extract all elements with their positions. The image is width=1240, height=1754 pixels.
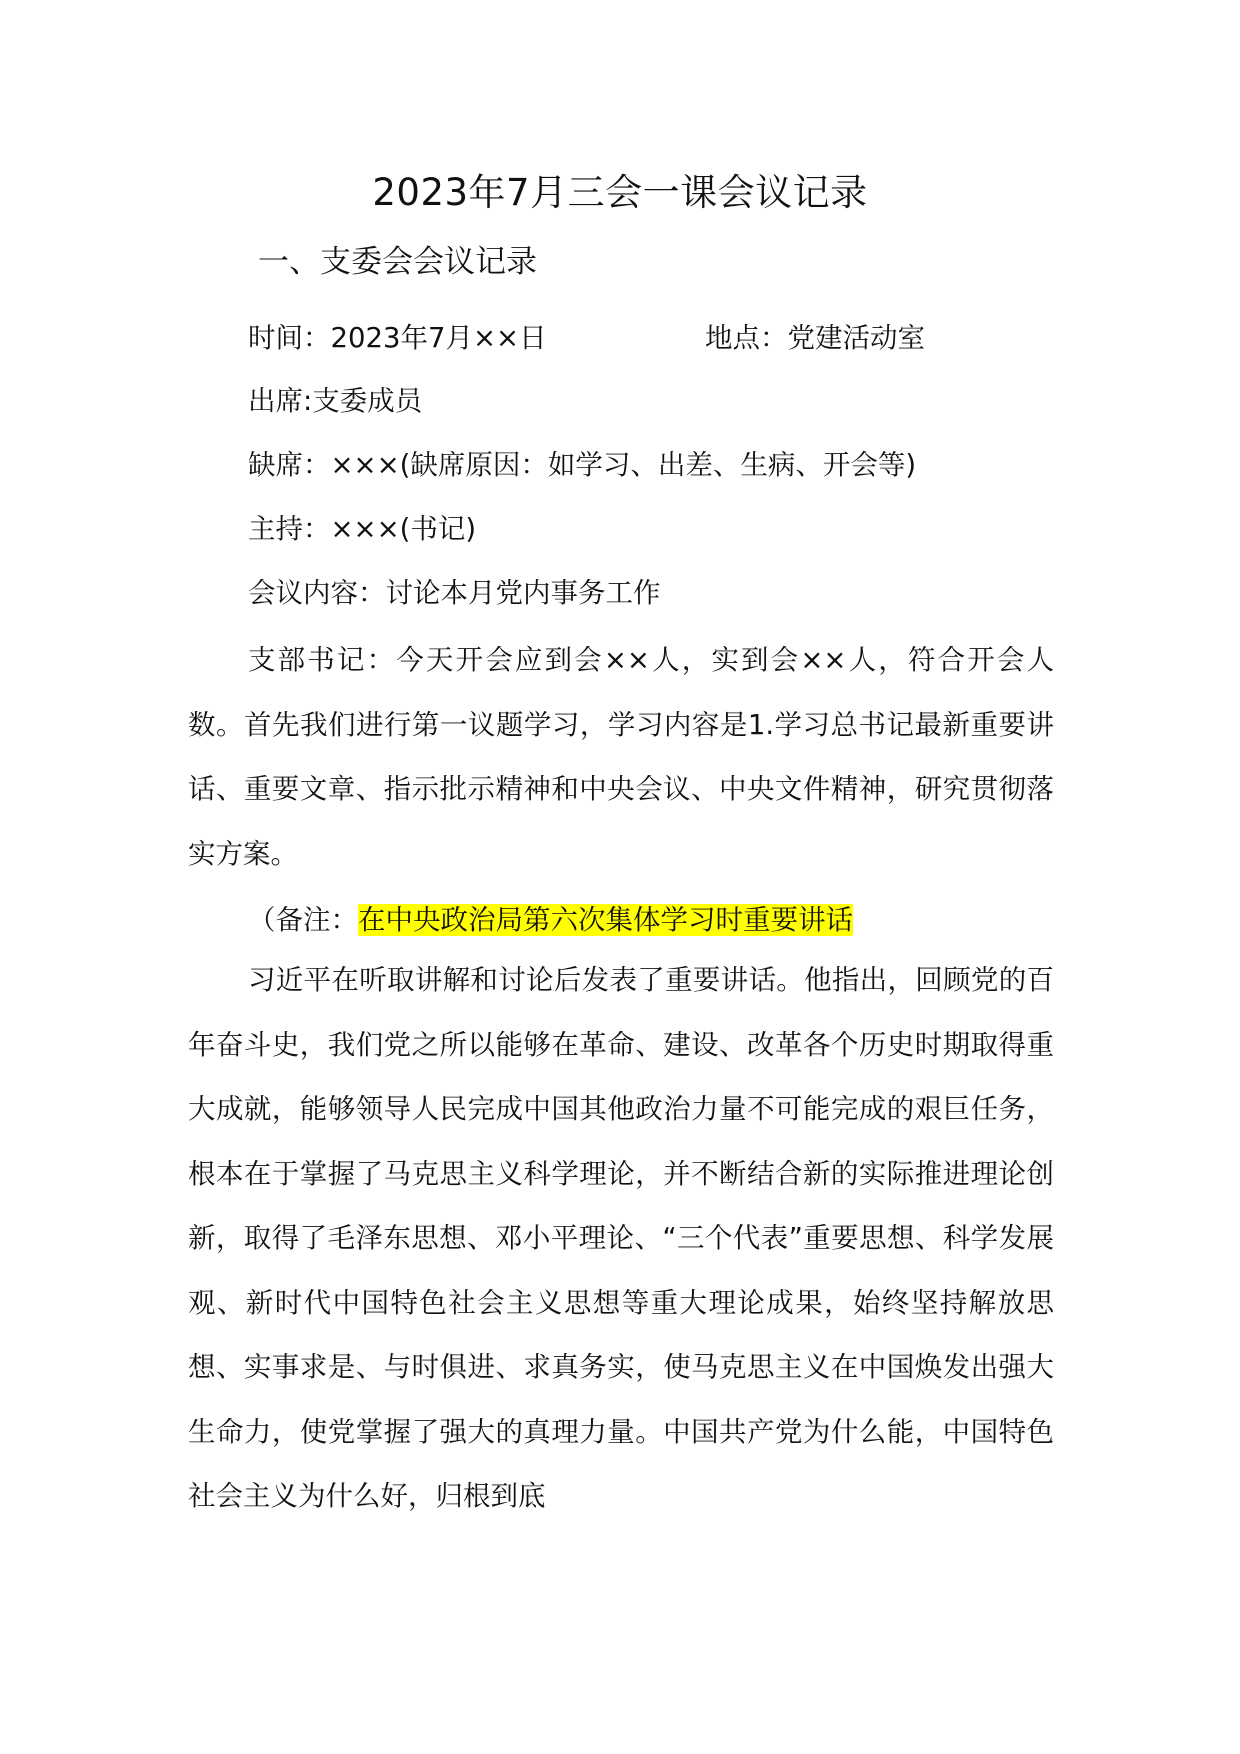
note-highlight: 在中央政治局第六次集体学习时重要讲话: [358, 904, 853, 936]
section-heading: 一、支委会会议记录: [258, 244, 537, 280]
meeting-absentees: 缺席：×××(缺席原因：如学习、出差、生病、开会等): [248, 449, 917, 481]
meeting-attendees: 出席:支委成员: [248, 385, 423, 417]
meeting-time: 时间：2023年7月××日: [248, 322, 547, 354]
document-title: 2023年7月三会一课会议记录: [372, 171, 868, 214]
speech-paragraph: 习近平在听取讲解和讨论后发表了重要讲话。他指出，回顾党的百年奋斗史，我们党之所以能够在革命、建设、改革各个历史时期取得重大成就，能够领导人民完成中国其他政治力量不可能完成的艰巨任务，根本在于掌握了马克思主义科学理论，并不断结合新的实际推进理论创新，取得了毛泽东思想、邓小平理论、“三个代表”重要思想、科学发展观、新时代中国特色社会主义思想等重大理论成果，始终坚持解放思想、实事求是、与时俱进、求真务实，使马克思主义在中国焕发出强大生命力，使党掌握了强大的真理力量。中国共产党为什么能，中国特色社会主义为什么好，归根到底: [188, 964, 1054, 1512]
meeting-place: 地点：党建活动室: [705, 322, 925, 354]
meeting-content: 会议内容：讨论本月党内事务工作: [248, 577, 661, 609]
secretary-paragraph: 支部书记：今天开会应到会××人，实到会××人，符合开会人数。首先我们进行第一议题学习，学习内容是1.学习总书记最新重要讲话、重要文章、指示批示精神和中央会议、中央文件精神，研究贯彻落实方案。: [188, 644, 1054, 870]
note-line: [248, 900, 853, 940]
meeting-host: 主持：×××(书记): [248, 513, 477, 545]
note-prefix: （备注：: [248, 904, 358, 936]
